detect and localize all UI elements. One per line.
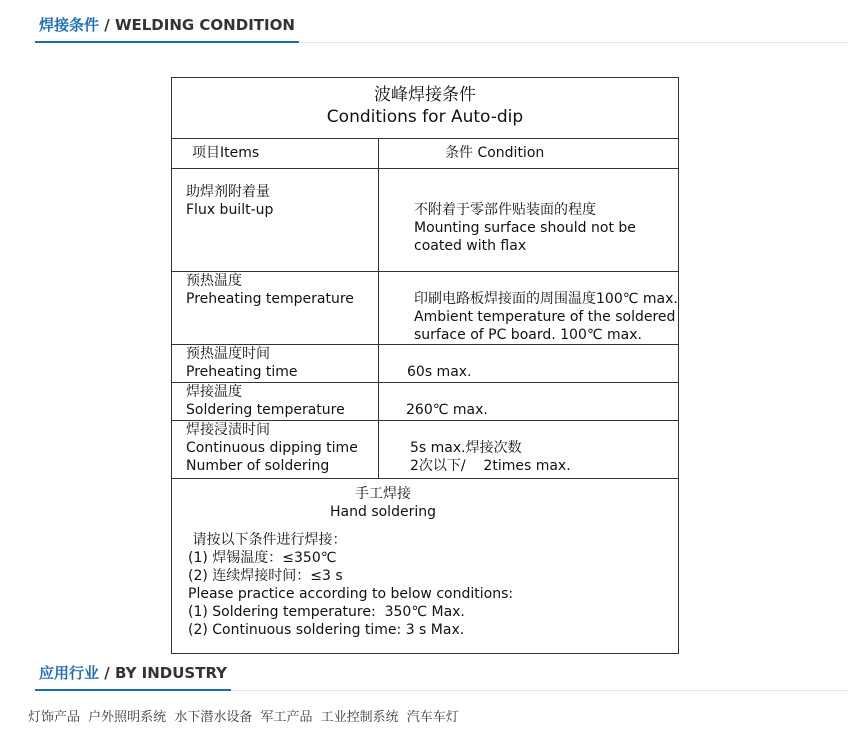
industry-item: 灯饰产品 bbox=[28, 710, 81, 725]
industry-item: 军工产品 bbox=[260, 710, 313, 725]
condition-cell bbox=[379, 421, 679, 479]
item-cell bbox=[172, 169, 379, 272]
item-text: 助焊剂附着量 bbox=[186, 184, 270, 200]
item-text: Number of soldering bbox=[186, 458, 330, 474]
by-industry-title-cn: 应用行业 bbox=[39, 664, 100, 682]
item-text: Soldering temperature bbox=[186, 402, 345, 418]
item-cell bbox=[172, 421, 379, 479]
item-cell bbox=[172, 272, 379, 345]
table-row bbox=[172, 383, 679, 421]
condition-text: 60s max. bbox=[407, 364, 472, 380]
header-items: 项目Items bbox=[172, 139, 379, 169]
industry-item: 汽车车灯 bbox=[406, 710, 459, 725]
condition-text: 印刷电路板焊接面的周围温度100℃ max. bbox=[414, 291, 678, 307]
condition-cell bbox=[379, 272, 679, 345]
item-text: 预热温度时间 bbox=[186, 346, 270, 362]
table-title-row bbox=[172, 78, 679, 139]
by-industry-title bbox=[35, 662, 231, 691]
item-text: 预热温度 bbox=[186, 273, 242, 289]
industry-item: 水下潜水设备 bbox=[174, 710, 253, 725]
welding-condition-title-sep: / bbox=[99, 16, 115, 34]
industry-item: 工业控制系统 bbox=[320, 710, 399, 725]
condition-text: 5s max.焊接次数 bbox=[410, 440, 522, 456]
hand-soldering-cell bbox=[172, 479, 679, 654]
condition-text: coated with flax bbox=[414, 238, 527, 254]
hand-soldering-line: (1) 焊锡温度：≤350℃ bbox=[188, 550, 337, 566]
hand-soldering-line: (1) Soldering temperature: 350℃ Max. bbox=[188, 604, 465, 620]
by-industry-header bbox=[35, 658, 848, 691]
table-row bbox=[172, 169, 679, 272]
item-text: 焊接浸渍时间 bbox=[186, 422, 270, 438]
hand-soldering-line: 请按以下条件进行焊接： bbox=[188, 532, 347, 548]
table-row bbox=[172, 345, 679, 383]
condition-text: Mounting surface should not be bbox=[414, 220, 636, 236]
hand-soldering-line: (2) Continuous soldering time: 3 s Max. bbox=[188, 622, 465, 638]
condition-text: surface of PC board. 100℃ max. bbox=[414, 327, 642, 343]
hand-soldering-title-cn: 手工焊接 bbox=[355, 486, 411, 502]
table-row bbox=[172, 421, 679, 479]
welding-condition-title-cn: 焊接条件 bbox=[39, 16, 100, 34]
hand-soldering-row bbox=[172, 479, 679, 654]
table-title-cn: 波峰焊接条件 bbox=[374, 85, 476, 105]
condition-cell bbox=[379, 169, 679, 272]
item-cell bbox=[172, 383, 379, 421]
industry-list bbox=[28, 706, 463, 725]
condition-cell bbox=[379, 345, 679, 383]
hand-soldering-line: (2) 连续焊接时间：≤3 s bbox=[188, 568, 343, 584]
hand-soldering-title-en: Hand soldering bbox=[330, 504, 436, 520]
table-row bbox=[172, 272, 679, 345]
header-condition: 条件 Condition bbox=[379, 139, 679, 169]
welding-condition-title bbox=[35, 14, 299, 43]
by-industry-title-en: BY INDUSTRY bbox=[114, 664, 228, 682]
table-title-cell bbox=[172, 78, 679, 139]
industry-item: 户外照明系统 bbox=[88, 710, 167, 725]
condition-text: 不附着于零部件贴装面的程度 bbox=[414, 202, 596, 218]
condition-text: Ambient temperature of the soldered bbox=[414, 309, 676, 325]
table-header-row bbox=[172, 139, 679, 169]
item-text: Preheating time bbox=[186, 364, 298, 380]
item-text: 焊接温度 bbox=[186, 384, 242, 400]
table-title-en: Conditions for Auto-dip bbox=[326, 107, 524, 127]
condition-cell bbox=[379, 383, 679, 421]
item-text: Preheating temperature bbox=[186, 291, 354, 307]
auto-dip-conditions-table bbox=[171, 77, 679, 654]
item-cell bbox=[172, 345, 379, 383]
item-text: Flux built-up bbox=[186, 202, 274, 218]
by-industry-title-sep: / bbox=[99, 664, 115, 682]
condition-text: 260℃ max. bbox=[406, 402, 488, 418]
hand-soldering-line: Please practice according to below conditions: bbox=[188, 586, 514, 602]
welding-condition-title-en: WELDING CONDITION bbox=[114, 16, 295, 34]
condition-text: 2次以下/ 2times max. bbox=[410, 458, 571, 474]
welding-condition-header bbox=[35, 10, 848, 43]
item-text: Continuous dipping time bbox=[186, 440, 358, 456]
